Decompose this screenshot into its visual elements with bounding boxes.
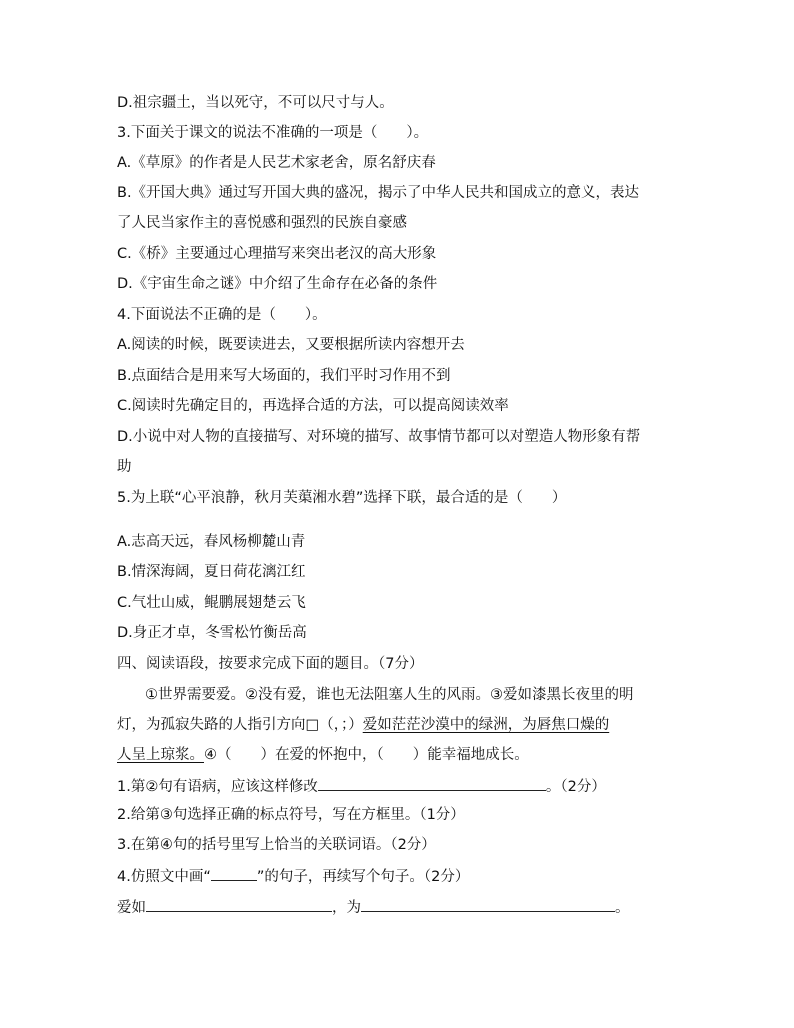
question-5: 5.为上联“心平浪静，秋月芙蕖湘水碧”选择下联，最合适的是（ ） [117,490,567,506]
underline-sample [211,865,257,881]
sub-question-1-text: 1.第②句有语病，应该这样修改 [117,779,318,795]
q4-option-b: B.点面结合是用来写大场面的，我们平时习作用不到 [117,368,451,384]
q5-option-c: C.气壮山威，鲲鹏展翅楚云飞 [117,595,306,611]
answer-blank-3[interactable] [361,896,615,912]
passage-line-1: ①世界需要爱。②没有爱，谁也无法阻塞人生的风雨。③爱如漆黑长夜里的明 [145,687,634,703]
q5-option-d: D.身正才卓，冬雪松竹衡岳高 [117,625,307,641]
question-4: 4.下面说法不正确的是（ ）。 [117,307,327,323]
q4-option-d-cont: 助 [117,459,132,475]
answer-blank-1[interactable] [318,775,546,791]
q4-option-c: C.阅读时先确定目的，再选择合适的方法，可以提高阅读效率 [117,398,509,414]
sub-question-4-text-end: ”的句子，再续写个句子。（2分） [256,869,470,885]
q3-option-d: D.《宇宙生命之谜》中介绍了生命存在必备的条件 [117,276,438,292]
section-4-heading: 四、阅读语段，按要求完成下面的题目。（7分） [117,656,424,672]
underlined-sentence-cont: 人呈上琼浆。 [117,747,204,763]
sub-question-2: 2.给第③句选择正确的标点符号，写在方框里。（1分） [117,807,465,823]
q3-option-b-cont: 了人民当家作主的喜悦感和强烈的民族自豪感 [117,215,407,231]
answer-blank-2[interactable] [146,896,332,912]
q3-option-b: B.《开国大典》通过写开国大典的盛况，揭示了中华人民共和国成立的意义，表达 [117,185,640,201]
underlined-sentence: 爱如茫茫沙漠中的绿洲，为唇焦口燥的 [362,717,610,733]
q3-option-a: A.《草原》的作者是人民艺术家老舍，原名舒庆春 [117,155,436,171]
q5-option-b: B.情深海阔，夏日荷花漓江红 [117,564,306,580]
q4-option-d: D.小说中对人物的直接描写、对环境的描写、故事情节都可以对塑造人物形象有帮 [117,429,641,445]
sub-question-1 [117,775,717,797]
passage-line-3 [117,745,717,765]
answer-middle: ，为 [332,900,361,916]
sub-question-4-answer [117,896,717,918]
answer-prefix: 爱如 [117,900,146,916]
sub-question-4 [117,865,717,887]
q5-option-a: A.志高天远，春风杨柳麓山青 [117,534,306,550]
q4-option-a: A.阅读的时候，既要读进去，又要根据所读内容想开去 [117,337,465,353]
answer-end: 。 [615,900,630,916]
sub-question-3: 3.在第④句的括号里写上恰当的关联词语。（2分） [117,837,436,853]
passage-line-2 [117,715,717,735]
passage-text: 灯，为孤寂失路的人指引方向□（，；） [117,717,363,733]
question-3: 3.下面关于课文的说法不准确的一项是（ ）。 [117,125,429,141]
passage-text: ④（ ）在爱的怀抱中，（ ）能幸福地成长。 [204,747,529,763]
sub-question-4-text: 4.仿照文中画“ [117,869,211,885]
sub-question-1-score: 。（2分） [545,779,606,795]
option-d-q2: D.祖宗疆土，当以死守，不可以尺寸与人。 [117,95,394,111]
q3-option-c: C.《桥》主要通过心理描写来突出老汉的高大形象 [117,246,437,262]
